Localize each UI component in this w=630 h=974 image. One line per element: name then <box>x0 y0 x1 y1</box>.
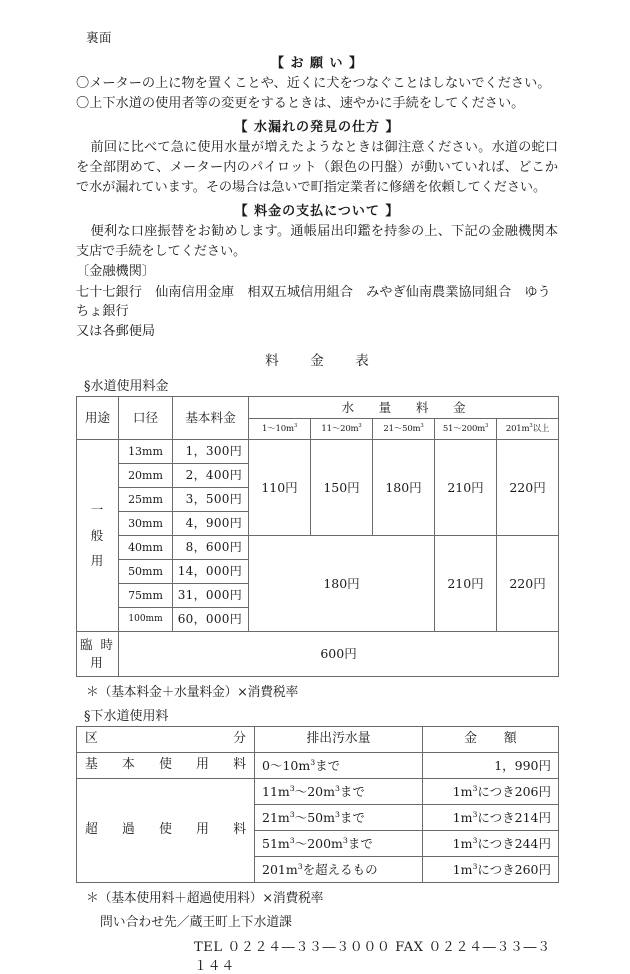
rate-tier-2-upper: 150円 <box>311 439 373 535</box>
sewer-excess-amount-3: $1m^3$につき244円 <box>423 830 559 856</box>
diameter-50mm: 50mm <box>119 559 173 583</box>
water-section-label: §水道使用料金 <box>84 378 169 394</box>
rate-tier-4-lower: 210円 <box>435 535 497 631</box>
base-fee-30mm: 4，900円 <box>173 511 249 535</box>
temporary-label-line-1: 臨 時 <box>80 636 115 652</box>
table-header-row <box>77 726 559 752</box>
header-kubun: 区分 <box>77 726 255 752</box>
diameter-100mm: 100mm <box>119 607 173 631</box>
rate-tier-5-lower: 220円 <box>497 535 559 631</box>
header-tier-1: 1〜$10m^3$ <box>249 418 311 439</box>
sewer-excess-volume-3: $51m^3$〜$200m^3$まで <box>255 830 423 856</box>
leak-body: 前回に比べて急に使用水量が増えたようなときは御注意ください。水道の蛇口を全部閉めて、メーター内のパイロット（銀色の円盤）が動いていれば、どこかで水が漏れています。その場合は急いで町指定業者に修繕を依頼してください。 <box>76 140 558 196</box>
header-tier-5: $201m^3$以上 <box>497 418 559 439</box>
water-note: ＊（基本料金＋水量料金）×消費税率 <box>86 684 299 700</box>
base-fee-40mm: 8，600円 <box>173 535 249 559</box>
back-side-label: 裏面 <box>86 30 113 45</box>
sewer-basic-amount: 1，990円 <box>423 752 559 778</box>
header-use: 用途 <box>77 396 119 439</box>
sewer-excess-amount-4: $1m^3$につき260円 <box>423 856 559 882</box>
sewer-basic-volume: 0〜$10m^3$まで <box>255 752 423 778</box>
header-diameter: 口径 <box>119 396 173 439</box>
header-tier-2: 11〜$20m^3$ <box>311 418 373 439</box>
use-general-label: 一 般 用 <box>77 439 119 631</box>
use-temporary-label <box>77 631 119 676</box>
contact-line: 問い合わせ先／蔵王町上下水道課 <box>100 914 292 930</box>
sewer-excess-volume-2: $21m^3$〜$50m^3$まで <box>255 804 423 830</box>
diameter-75mm: 75mm <box>119 583 173 607</box>
water-rate-table <box>76 396 559 677</box>
request-item-2: 〇上下水道の使用者等の変更をするときは、速やかに手続をしてください。 <box>76 96 525 112</box>
leak-heading: 【 水漏れの発見の仕方 】 <box>234 120 400 136</box>
table-row-temporary <box>77 631 559 676</box>
temporary-rate: 600円 <box>119 631 559 676</box>
rate-tier-4-upper: 210円 <box>435 439 497 535</box>
table-row <box>77 778 559 804</box>
payment-heading: 【 料金の支払について 】 <box>234 204 400 220</box>
base-fee-13mm: 1，300円 <box>173 439 249 463</box>
diameter-40mm: 40mm <box>119 535 173 559</box>
rate-tier-1-upper: 110円 <box>249 439 311 535</box>
request-heading: 【 お 願 い 】 <box>270 56 364 71</box>
header-volume-group: 水 量 料 金 <box>249 396 559 418</box>
table-row <box>77 535 559 559</box>
header-tier-3: 21〜$50m^3$ <box>373 418 435 439</box>
base-fee-100mm: 60，000円 <box>173 607 249 631</box>
request-item-1: 〇メーターの上に物を置くことや、近くに犬をつなぐことはしないでください。 <box>76 76 551 91</box>
base-fee-75mm: 31，000円 <box>173 583 249 607</box>
rate-table-title: 料 金 表 <box>265 352 378 369</box>
diameter-30mm: 30mm <box>119 511 173 535</box>
header-tier-4: 51〜$200m^3$ <box>435 418 497 439</box>
bank-list-label: 〔金融機関〕 <box>76 264 156 280</box>
base-fee-50mm: 14，000円 <box>173 559 249 583</box>
bank-list-line-2: 又は各郵便局 <box>76 324 156 340</box>
sewer-excess-amount-2: $1m^3$につき214円 <box>423 804 559 830</box>
sewer-excess-volume-4: $201m^3$を超えるもの <box>255 856 423 882</box>
table-row <box>77 439 559 463</box>
bank-list-line-1: 七十七銀行 仙南信用金庫 相双五城信用組合 みやぎ仙南農業協同組合 ゆうちょ銀行 <box>76 284 551 320</box>
rate-tier-1to3-lower: 180円 <box>249 535 435 631</box>
diameter-13mm: 13mm <box>119 439 173 463</box>
diameter-20mm: 20mm <box>119 463 173 487</box>
sewer-section-label: §下水道使用料 <box>84 708 169 724</box>
tel-fax-line: TEL ０２２４―３３―３０００ FAX ０２２４―３３―３１４４ <box>194 939 551 974</box>
header-base-fee: 基本料金 <box>173 396 249 439</box>
header-discharge-volume: 排出汚水量 <box>255 726 423 752</box>
sewer-note: ＊（基本使用料＋超過使用料）×消費税率 <box>86 890 324 906</box>
temporary-label-line-2: 用 <box>90 654 105 670</box>
sewer-excess-amount-1: $1m^3$につき206円 <box>423 778 559 804</box>
table-row <box>77 752 559 778</box>
sewer-basic-label: 基本使用料 <box>77 752 255 778</box>
rate-tier-5-upper: 220円 <box>497 439 559 535</box>
sewer-rate-table <box>76 726 559 883</box>
sewer-excess-volume-1: $11m^3$〜$20m^3$まで <box>255 778 423 804</box>
table-header-row <box>77 396 559 418</box>
sewer-excess-label: 超過使用料 <box>77 778 255 882</box>
base-fee-25mm: 3，500円 <box>173 487 249 511</box>
base-fee-20mm: 2，400円 <box>173 463 249 487</box>
payment-body: 便利な口座振替をお勧めします。通帳届出印鑑を持参の上、下記の金融機関本支店で手続をしてください。 <box>76 224 558 260</box>
rate-tier-3-upper: 180円 <box>373 439 435 535</box>
header-amount: 金 額 <box>423 726 559 752</box>
diameter-25mm: 25mm <box>119 487 173 511</box>
